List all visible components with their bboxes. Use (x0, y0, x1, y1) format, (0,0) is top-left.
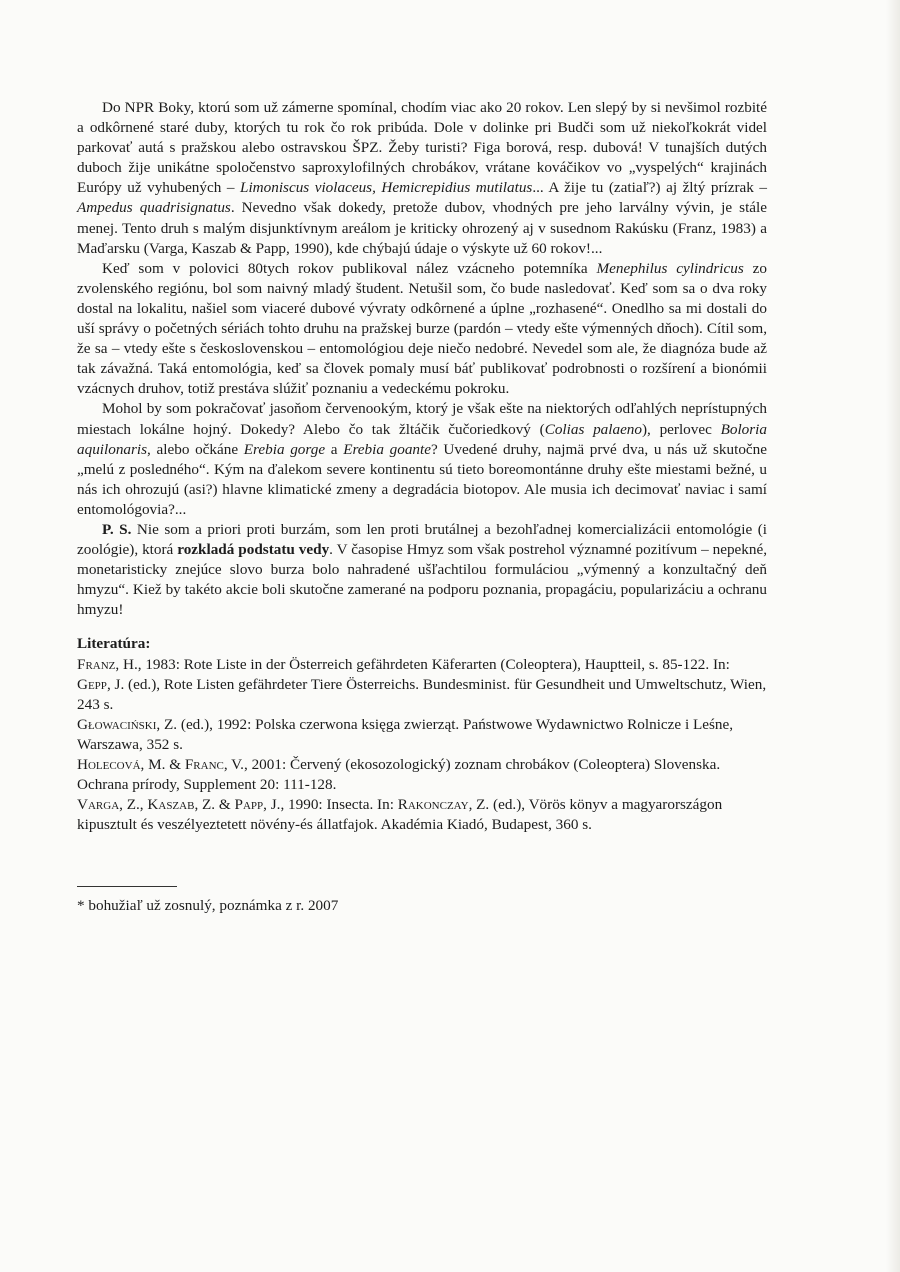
reference-item (77, 755, 767, 795)
footnote-rule (77, 886, 177, 887)
text-run: Głowaciński (77, 715, 157, 733)
text-run: Franz (77, 655, 116, 673)
reference-item (77, 715, 767, 755)
text-run: Keď som v polovici 80tych rokov publikoval nález vzácneho potemníka (102, 259, 597, 277)
text-run: Holecová (77, 756, 141, 773)
page-body (77, 98, 767, 835)
paragraph (77, 520, 767, 620)
text-run: Gepp (77, 675, 107, 693)
text-run: Do NPR Boky, ktorú som už zámerne spomínal, chodím viac ako 20 rokov. Len slepý by si nevšimol rozbité a odkôrnené staré duby, ktorých tu rok čo rok pribúda. Dole v dolinke pri Budči som už niekoľkokrát videl parkovať autá s pražskou alebo ostravskou ŠPZ. Žeby turisti? Figa borová, resp. dubová! V tunajších dutých duboch žije unikátne spoločenstvo saproxylofilných chrobákov, vrátane kováčikov vo „vyspelých“ krajinách Európy už vyhubených – (77, 99, 767, 197)
paragraph (77, 399, 767, 520)
paragraph (77, 259, 767, 400)
text-run: , Z. (ed.), Vörös könyv a magyarországon kipusztult és veszélyeztetett növény-és állatfajok. Akadémia Kiadó, Budapest, 360 s. (77, 796, 723, 834)
text-run: zo zvolenského regiónu, bol som naivný mladý študent. Netušil som, čo bude nasledovať. Keď som sa o dva roky dostal na lokalitu, našiel som viaceré dubové vývraty odkôrnené a úplne „rozhasené“. Onedlho sa mi dostali do uší správy o početných sériách tohto druhu na pražskej burze (pardón – vtedy ešte výmenných dňoch). Cítil som, že sa – vtedy ešte s československou – entomológiou deje niečo nedobré. Nevedel som ale, že diagnóza bude až tak závažná. Taká entomológia, keď sa človek pomaly musí báť publikovať podrobnosti o rozšírení a bionómii vzácnych druhov, totiž prestáva slúžiť poznaniu a vedeckému pokroku. (77, 259, 767, 398)
text-run: Varga (77, 796, 120, 814)
text-run: Ampedus quadrisignatus (77, 199, 231, 217)
text-run: Colias palaeno (544, 420, 642, 438)
reference-list (77, 655, 767, 836)
text-run: a (325, 440, 344, 458)
text-run: , H., 1983: Rote Liste in der Österreich gefährdeten Käferarten (Coleoptera), Hauptteil, s. 85-122. In: (115, 655, 730, 673)
text-run: , M. & (140, 756, 185, 773)
text-run: , J., 1990: Insecta. In: (263, 796, 398, 814)
text-run: Kaszab (147, 796, 195, 814)
scan-edge (886, 0, 900, 1272)
text-run: ), perlovec (642, 420, 721, 438)
footnote: * bohužiaľ už zosnulý, poznámka z r. 2007 (77, 897, 339, 914)
text-run: , Z. & (194, 796, 235, 814)
text-run: , Z., (119, 796, 148, 814)
text-run: Erebia goante (343, 440, 431, 458)
reference-item (77, 655, 767, 715)
text-run: Menephilus cylindricus (596, 259, 744, 277)
text-run: . V časopise Hmyz som však postrehol významné pozitívum – nepekné, monetaristicky znejúce slovo burza bolo nahradené ušľachtilou formuláciou „výmenný a konzultačný deň hmyzu“. Kiež by takéto akcie boli skutočne zamerané na podporu poznania, propagáciu, popularizáciu a ochranu hmyzu! (77, 541, 768, 619)
text-run: Erebia gorge (243, 440, 326, 458)
reference-item (77, 795, 767, 835)
text-run: , Z. (ed.), 1992: Polska czerwona księga zwierząt. Państwowe Wydawnictwo Rolnicze i Leśne, Warszawa, 352 s. (77, 715, 734, 753)
text-run: Franc (184, 756, 224, 773)
text-run: Boloria aquilonaris (77, 420, 767, 458)
text-run: , V., 2001: Červený (ekosozologický) zoznam chrobákov (Coleoptera) Slovenska. Ochrana prírody, Supplement 20: 111-128. (77, 756, 721, 794)
article-text (77, 98, 767, 620)
text-run: . Nevedno však dokedy, pretože dubov, vhodných pre jeho larválny vývin, je stále menej. Tento druh s malým disjunktívnym areálom je kriticky ohrozený aj v susednom Rakúsku (Franz, 1983) a Maďarsku (Varga, Kaszab & Papp, 1990), kde chýbajú údaje o výskyte už 60 rokov!... (77, 199, 768, 257)
text-run: rozkladá podstatu vedy (177, 541, 330, 559)
text-run: P. S. (102, 520, 132, 538)
paragraph (77, 98, 767, 259)
literature-heading: Literatúra: (77, 635, 151, 653)
text-run: Rakonczay (397, 796, 469, 814)
text-run: , J. (ed.), Rote Listen gefährdeter Tiere Österreichs. Bundesminist. für Gesundheit und Umweltschutz, Wien, 243 s. (77, 675, 767, 713)
text-run: Papp (234, 796, 264, 814)
text-run: Nie som a priori proti burzám, som len proti brutálnej a bezohľadnej komercializácii entomológie (i zoológie), ktorá (77, 520, 767, 559)
text-run: ? Uvedené druhy, najmä prvé dva, u nás už skutočne „melú z posledného“. Kým na ďalekom severe kontinentu sú tieto boreomontánne druhy ešte miestami bežné, u nás ich ohrozujú (asi?) hlavne klimatické zmeny a degradácia biotopov. Ale musia ich decimovať naviac i samí entomológovia?... (77, 440, 768, 518)
text-run: , alebo očkáne (147, 440, 244, 458)
text-run: Mohol by som pokračovať jasoňom červenookým, ktorý je však ešte na niektorých odľahlých neprístupných miestach lokálne hojný. Dokedy? Alebo čo tak žltáčik čučoriedkový ( (77, 400, 767, 438)
text-run: ... A žije tu (zatiaľ?) aj žltý prízrak – (532, 179, 767, 197)
text-run: Limoniscus violaceus, Hemicrepidius mutilatus (240, 179, 533, 197)
